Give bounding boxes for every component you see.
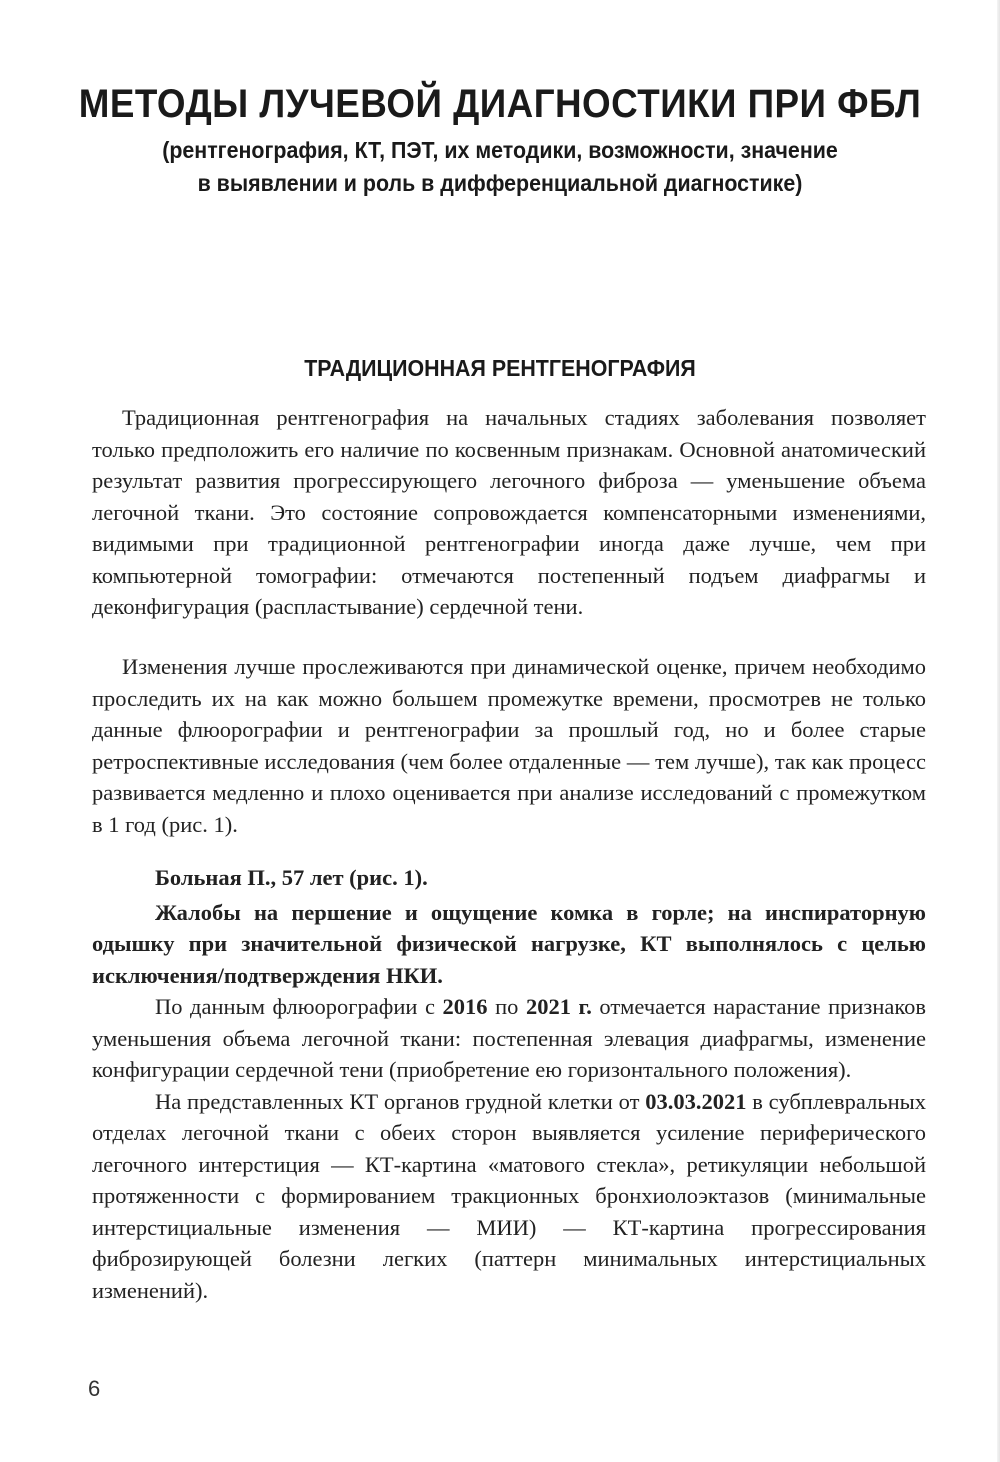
- chapter-title: МЕТОДЫ ЛУЧЕВОЙ ДИАГНОСТИКИ ПРИ ФБЛ: [78, 82, 922, 126]
- paragraph-1: Традиционная рентгенография на начальных стадиях заболевания позволяет только предположить его наличие по косвенным признакам. Основной анатомический результат развития прогрессирующего легочного фиброза — уменьшение объема легочной ткани. Это состояние сопровождается компенсаторными изменениями, видимыми при традиционной рентгенографии иногда даже лучше, чем при компьютерной томографии: отмечаются постепенный подъем диафрагмы и деконфигурация (распластывание) сердечной тени.: [92, 405, 926, 619]
- case-ct: [92, 1086, 926, 1307]
- chapter-subtitle: [91, 134, 909, 200]
- case-complaints: Жалобы на першение и ощущение комка в горле; на инспираторную одышку при значительной физической нагрузке, КТ выполнялось с целью исключения/подтверждения НКИ.: [92, 899, 926, 988]
- case-fluoro-text-2: по: [487, 994, 526, 1019]
- chapter-subtitle-line-2: в выявлении и роль в дифференциальной диагностике): [197, 170, 803, 196]
- case-fluoro-year-to: 2021 г.: [525, 994, 592, 1019]
- section-title: ТРАДИЦИОННАЯ РЕНТГЕНОГРАФИЯ: [304, 355, 696, 381]
- body-text-block-1: [92, 402, 926, 623]
- case-ct-date: 03.03.2021: [645, 1088, 747, 1114]
- body-text-block-2: [92, 651, 926, 840]
- paragraph-2: Изменения лучше прослеживаются при динамической оценке, причем необходимо проследить их на как можно большем промежутке времени, просмотрев не только данные флюорографии и рентгенографии за прошлый год, но и более старые ретроспективные исследования (чем более отдаленные — тем лучше), так как процесс развивается медленно и плохо оценивается при анализе исследований с промежутком в 1 год (рис. 1).: [92, 654, 926, 837]
- page-number: 6: [88, 1376, 101, 1401]
- case-fluoro-text-1: По данным флюорографии с: [155, 994, 443, 1019]
- clinical-case: [92, 862, 926, 1306]
- chapter-subtitle-line-1: (рентгенография, КТ, ПЭТ, их методики, возможности, значение: [162, 137, 838, 163]
- case-ct-text-1: На представленных КТ органов грудной клетки от: [155, 1088, 646, 1114]
- case-patient: Больная П., 57 лет (рис. 1).: [155, 865, 428, 890]
- case-fluoro-text-3: отмечается нарастание признаков уменьшения объема легочной ткани: постепенная элевация диафрагмы, изменение конфигурации сердечной тени (приобретение ею горизонтального положения).: [92, 994, 927, 1082]
- case-ct-text-2: в субплевральных отделах легочной ткани с обеих сторон выявляется усиление периферического легочного интерстиция — КТ-картина «матового стекла», ретикуляции небольшой протяженности с формированием тракционных бронхиолоэктазов (минимальные интерстициальные изменения — МИИ) — КТ-картина прогрессирования фиброзирующей болезни легких (паттерн минимальных интерстициальных изменений).: [92, 1088, 926, 1303]
- case-fluorography: [92, 991, 926, 1086]
- case-fluoro-year-from: 2016: [442, 994, 488, 1019]
